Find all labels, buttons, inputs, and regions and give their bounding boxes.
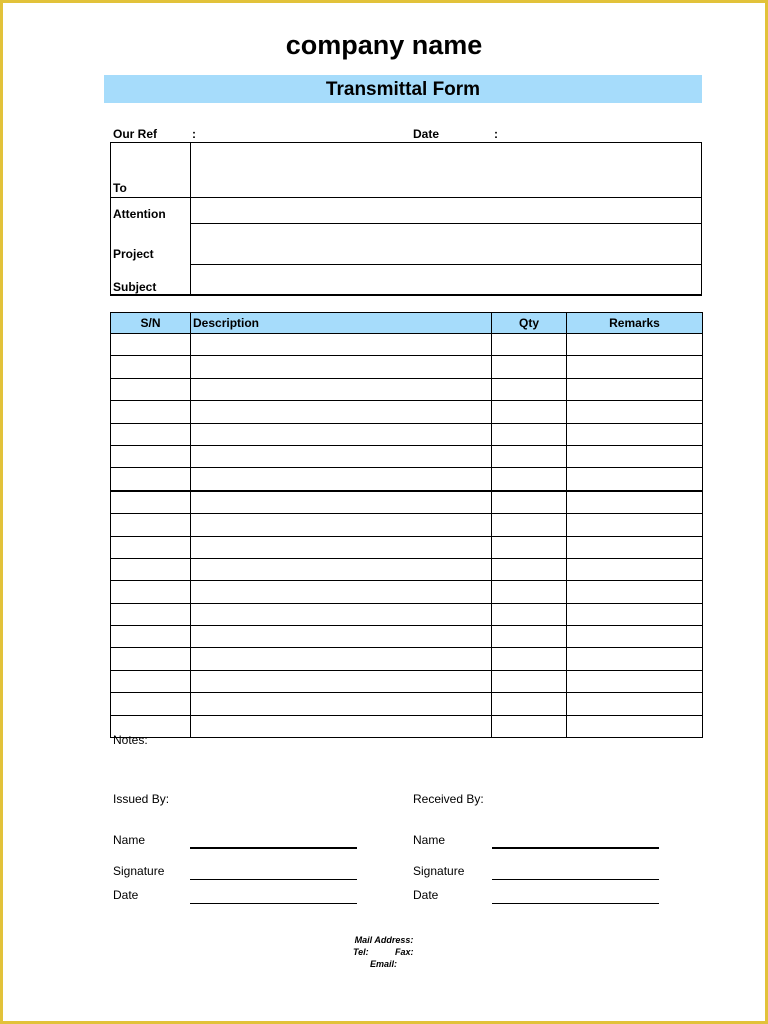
- cell-description: [191, 536, 492, 558]
- cell-sn: [111, 445, 191, 467]
- cell-sn: [111, 603, 191, 625]
- received-by-heading: Received By:: [413, 792, 484, 806]
- received-signature-label: Signature: [413, 864, 465, 878]
- table-row: [111, 334, 703, 356]
- notes-label: Notes:: [113, 733, 148, 747]
- cell-sn: [111, 648, 191, 670]
- our-ref-label: Our Ref: [113, 127, 158, 141]
- cell-qty: [492, 445, 567, 467]
- cell-qty: [492, 401, 567, 423]
- cell-qty: [492, 581, 567, 603]
- cell-sn: [111, 401, 191, 423]
- footer-mail-label: Mail Address:: [354, 935, 414, 945]
- cell-description: [191, 514, 492, 536]
- cell-remarks: [567, 558, 703, 580]
- cell-qty: [492, 356, 567, 378]
- cell-description: [191, 468, 492, 491]
- cell-sn: [111, 626, 191, 648]
- issued-date-line: [190, 903, 357, 904]
- cell-description: [191, 603, 492, 625]
- cell-description: [191, 693, 492, 715]
- cell-remarks: [567, 356, 703, 378]
- issued-name-line: [190, 847, 357, 849]
- table-row: [111, 445, 703, 467]
- cell-qty: [492, 491, 567, 514]
- received-date-label: Date: [413, 888, 439, 902]
- cell-description: [191, 356, 492, 378]
- table-row: [111, 693, 703, 715]
- cell-sn: [111, 468, 191, 491]
- cell-remarks: [567, 445, 703, 467]
- company-name: company name: [285, 30, 483, 60]
- cell-remarks: [567, 693, 703, 715]
- date-label: Date: [413, 127, 440, 141]
- cell-description: [191, 423, 492, 445]
- cell-qty: [492, 536, 567, 558]
- cell-description: [191, 378, 492, 400]
- table-row: [111, 468, 703, 491]
- cell-description: [191, 670, 492, 692]
- date-colon: :: [494, 127, 498, 141]
- cell-qty: [492, 670, 567, 692]
- cell-remarks: [567, 423, 703, 445]
- cell-qty: [492, 648, 567, 670]
- issued-date-label: Date: [113, 888, 139, 902]
- cell-sn: [111, 536, 191, 558]
- items-table: [110, 312, 703, 738]
- project-label: Project: [113, 247, 154, 261]
- cell-qty: [492, 514, 567, 536]
- cell-qty: [492, 603, 567, 625]
- cell-description: [191, 648, 492, 670]
- issued-name-label: Name: [113, 833, 146, 847]
- col-header-remarks: Remarks: [567, 313, 703, 334]
- cell-remarks: [567, 626, 703, 648]
- cell-description: [191, 581, 492, 603]
- recipient-info-box: [110, 142, 702, 296]
- cell-remarks: [567, 603, 703, 625]
- footer-tel-label: Tel:: [353, 947, 369, 957]
- cell-qty: [492, 468, 567, 491]
- issued-by-heading: Issued By:: [113, 792, 170, 806]
- cell-sn: [111, 581, 191, 603]
- col-header-qty: Qty: [492, 313, 567, 334]
- received-name-label: Name: [413, 833, 446, 847]
- table-row: [111, 603, 703, 625]
- cell-remarks: [567, 581, 703, 603]
- cell-description: [191, 715, 492, 737]
- cell-remarks: [567, 378, 703, 400]
- cell-description: [191, 491, 492, 514]
- cell-sn: [111, 514, 191, 536]
- form-title: Transmittal Form: [104, 75, 702, 103]
- cell-remarks: [567, 468, 703, 491]
- table-row: [111, 401, 703, 423]
- received-signature-line: [492, 879, 659, 880]
- cell-remarks: [567, 670, 703, 692]
- cell-sn: [111, 356, 191, 378]
- table-row: [111, 536, 703, 558]
- table-row: [111, 626, 703, 648]
- cell-sn: [111, 378, 191, 400]
- table-row: [111, 423, 703, 445]
- cell-sn: [111, 558, 191, 580]
- footer-fax-label: Fax:: [395, 947, 414, 957]
- col-header-sn: S/N: [111, 313, 191, 334]
- received-name-line: [492, 847, 659, 849]
- table-row: [111, 558, 703, 580]
- received-date-line: [492, 903, 659, 904]
- cell-description: [191, 558, 492, 580]
- cell-remarks: [567, 334, 703, 356]
- cell-qty: [492, 423, 567, 445]
- cell-remarks: [567, 491, 703, 514]
- cell-remarks: [567, 715, 703, 737]
- subject-label: Subject: [113, 280, 157, 294]
- issued-signature-label: Signature: [113, 864, 165, 878]
- footer-email-label: Email:: [370, 959, 398, 969]
- cell-qty: [492, 558, 567, 580]
- table-row: [111, 648, 703, 670]
- cell-sn: [111, 693, 191, 715]
- table-row: [111, 670, 703, 692]
- cell-remarks: [567, 401, 703, 423]
- table-row: [111, 514, 703, 536]
- cell-qty: [492, 715, 567, 737]
- our-ref-colon: :: [192, 127, 196, 141]
- cell-sn: [111, 670, 191, 692]
- cell-remarks: [567, 536, 703, 558]
- cell-sn: [111, 423, 191, 445]
- cell-qty: [492, 378, 567, 400]
- table-row: [111, 715, 703, 737]
- footer-mail-address: [0, 935, 768, 945]
- table-row: [111, 378, 703, 400]
- col-header-description: Description: [191, 313, 492, 334]
- cell-remarks: [567, 514, 703, 536]
- to-label: To: [113, 181, 127, 195]
- cell-qty: [492, 626, 567, 648]
- cell-qty: [492, 693, 567, 715]
- table-header-row: [111, 313, 703, 334]
- cell-sn: [111, 491, 191, 514]
- cell-description: [191, 626, 492, 648]
- cell-description: [191, 334, 492, 356]
- table-row: [111, 581, 703, 603]
- attention-label: Attention: [113, 207, 166, 221]
- issued-signature-line: [190, 879, 357, 880]
- table-row: [111, 491, 703, 514]
- cell-remarks: [567, 648, 703, 670]
- cell-qty: [492, 334, 567, 356]
- cell-description: [191, 401, 492, 423]
- cell-sn: [111, 334, 191, 356]
- cell-description: [191, 445, 492, 467]
- table-row: [111, 356, 703, 378]
